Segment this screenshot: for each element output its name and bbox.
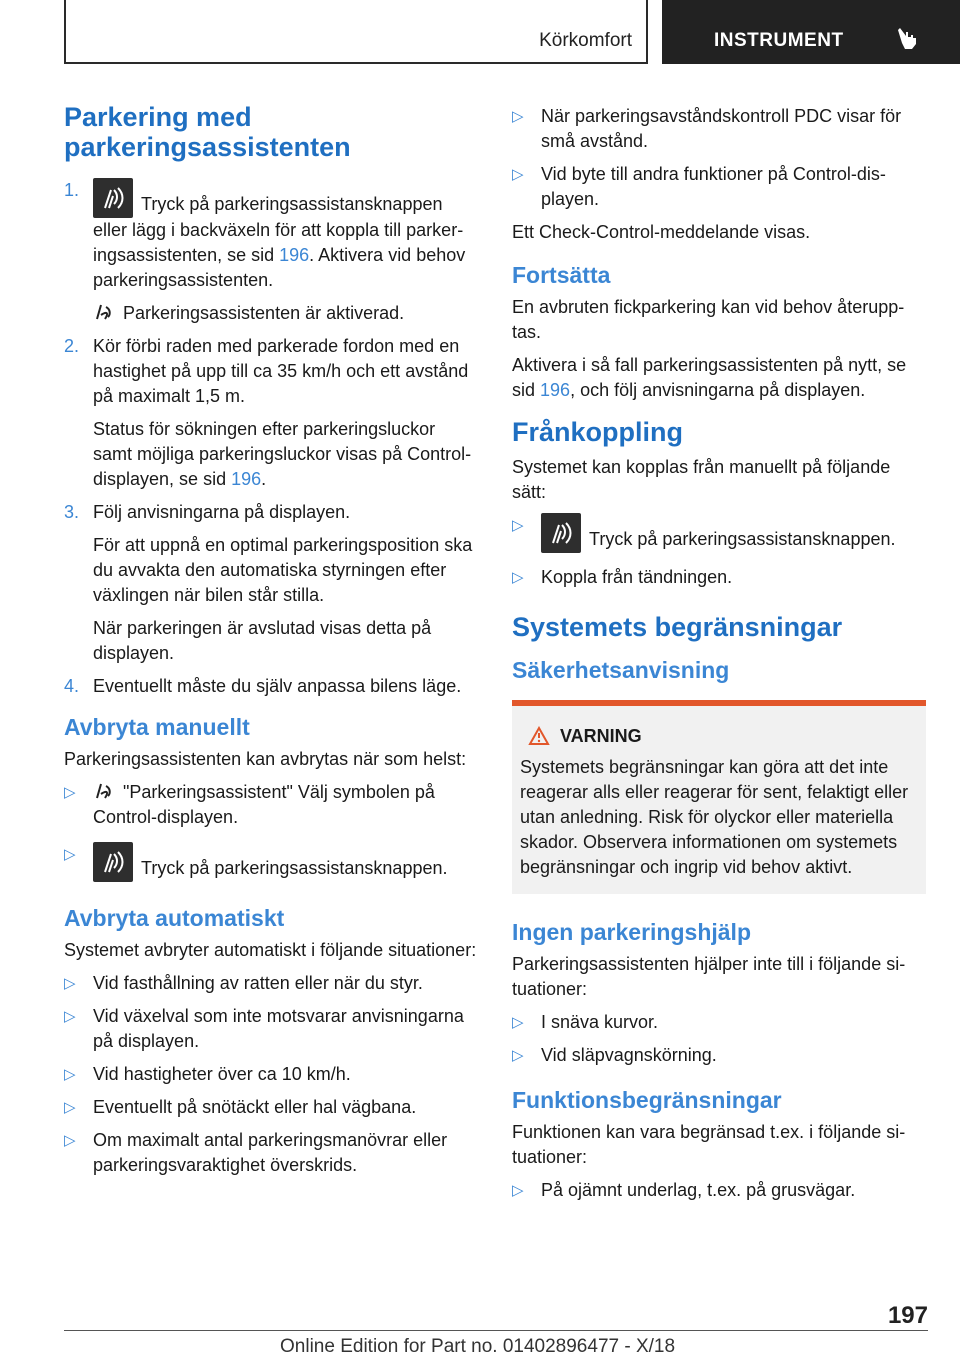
warning-box bbox=[512, 700, 926, 894]
parking-assist-button-icon bbox=[93, 178, 133, 218]
manual-heading: Avbryta manuellt bbox=[64, 714, 250, 740]
step-2: 2. Kör förbi raden med parkerade fordon med en hastighet på upp till ca 35 km/h och ett avstånd på maximalt 1,5 m. bbox=[64, 336, 469, 406]
step-4: 4. Eventuellt måste du själv anpassa bilens läge. bbox=[64, 676, 462, 696]
check-control-message: Ett Check-Control-meddelande visas. bbox=[512, 222, 811, 242]
list-item: ▷ Vid fasthållning av ratten eller när du styr. bbox=[64, 971, 478, 996]
step-3-note-1: För att uppnå en optimal parkeringsposition ska du avvakta den automatiska styrningen efter växlingen när bilen står stilla. bbox=[93, 535, 473, 605]
limits-heading: Systemets begränsningar bbox=[512, 612, 843, 642]
bullet-triangle-icon: ▷ bbox=[64, 784, 76, 801]
list-item: ▷ Tryck på parkeringsassistansknappen. bbox=[512, 513, 926, 553]
auto-intro: Systemet avbryter automatiskt i följande situationer: bbox=[64, 940, 477, 960]
parking-assist-button-icon bbox=[93, 842, 133, 882]
step-1-note: Parkeringsassistenten är aktiverad. bbox=[64, 301, 478, 326]
warning-triangle-icon bbox=[528, 726, 550, 746]
auto-heading: Avbryta automatiskt bbox=[64, 905, 285, 931]
bullet-triangle-icon: ▷ bbox=[64, 846, 76, 863]
list-item: ▷ Vid byte till andra funktioner på Control-displayen. bbox=[512, 164, 886, 209]
header-chapter-tab bbox=[662, 0, 960, 64]
warning-title: VARNING bbox=[520, 724, 918, 749]
section-title: Parkering med parkeringsassistenten bbox=[64, 102, 351, 162]
footer-divider bbox=[64, 1330, 928, 1331]
header-section-label: Körkomfort bbox=[539, 30, 632, 51]
bullet-triangle-icon: ▷ bbox=[512, 1014, 524, 1031]
step-1-text: Tryck på parkeringsassistansknappen eller lägg i backväxeln för att koppla till parkeringsassistenten, se sid bbox=[93, 194, 464, 265]
page-link[interactable]: 196 bbox=[540, 380, 571, 400]
bullet-triangle-icon: ▷ bbox=[512, 166, 524, 183]
left-column bbox=[64, 102, 478, 1186]
bullet-triangle-icon: ▷ bbox=[512, 1182, 524, 1199]
list-item: ▷ Vid växelval som inte motsvarar anvisningarna på displayen. bbox=[64, 1006, 464, 1051]
list-item: ▷ Koppla från tändningen. bbox=[512, 565, 926, 590]
list-item: ▷ Vid släpvagnskörning. bbox=[512, 1043, 926, 1068]
function-limits-heading: Funktionsbegränsningar bbox=[512, 1087, 782, 1113]
step-3: 3. Följ anvisningarna på displayen. bbox=[64, 502, 351, 522]
list-item: ▷ På ojämnt underlag, t.ex. på grusvägar. bbox=[512, 1178, 926, 1203]
list-item: ▷ I snäva kurvor. bbox=[512, 1010, 926, 1035]
bullet-triangle-icon: ▷ bbox=[64, 1008, 76, 1025]
list-item: ▷ Om maximalt antal parkeringsmanövrar eller parkeringsvaraktighet överskrids. bbox=[64, 1130, 448, 1175]
list-item: ▷ När parkeringsavståndskontroll PDC visar för små avstånd. bbox=[512, 106, 902, 151]
manual-intro: Parkeringsassistenten kan avbrytas när som helst: bbox=[64, 749, 467, 769]
bullet-triangle-icon: ▷ bbox=[512, 1047, 524, 1064]
no-help-heading: Ingen parkeringshjälp bbox=[512, 919, 751, 945]
bullet-triangle-icon: ▷ bbox=[512, 517, 524, 534]
bullet-triangle-icon: ▷ bbox=[512, 569, 524, 586]
continue-heading: Fortsätta bbox=[512, 262, 611, 288]
bullet-triangle-icon: ▷ bbox=[512, 108, 524, 125]
header-chapter-label: INSTRUMENT bbox=[714, 30, 844, 51]
pointing-hand-icon bbox=[894, 24, 922, 52]
list-item: ▷ Tryck på parkeringsassistansknappen. bbox=[64, 842, 478, 882]
disconnect-heading: Frånkoppling bbox=[512, 417, 683, 447]
right-column: ▷ När parkeringsavståndskontroll PDC visar för små avstånd. ▷ Vid byte till andra funktioner på Control-displayen. Ett Check-Control-meddelande visas. Fortsätta En avbruten fickparkering kan vid behov återupptas. Aktivera i så fall parkeringsassistenten på nytt, se sid 196, och följ anvisningarna på displayen. Frånkoppling Systemet kan kopplas från manuellt på följande sätt: ▷ Tryck på parkeringsassistansknappen. ▷ Koppla från tändningen. Systemets begränsningar Säkerhetsanvisning VARNING Systemets begränsningar kan göra att det inte reagerar alls eller reagerar för sent, felaktigt eller utan anledning. Risk för olyckor eller materiella skador. Observera informationen om systemets begränsningar och ingrip vid behov aktivt. Ingen parkeringshjälp Parkeringsassistenten hjälper inte till i följande situationer: ▷ I snäva kurvor. ▷ Vid släpvagnskörning. Funktionsbegränsningar Funktionen kan vara begränsad t.ex. i följande situationer: ▷ På ojämnt underlag, t.ex. på grusvägar. bbox=[512, 104, 926, 1211]
parking-assist-symbol-icon bbox=[93, 780, 115, 802]
step-3-note-2: När parkeringen är avslutad visas detta på displayen. bbox=[93, 618, 432, 663]
footer-edition: Online Edition for Part no. 01402896477 - X/18 bbox=[280, 1336, 676, 1357]
warning-text: Systemets begränsningar kan göra att det inte reagerar alls eller reagerar för sent, felaktigt eller utan anledning. Risk för olyckor eller materiella skador. Observera informationen om systemets begränsningar och ingrip vid behov aktivt. bbox=[520, 757, 909, 877]
bullet-triangle-icon: ▷ bbox=[64, 1066, 76, 1083]
page-link[interactable]: 196 bbox=[231, 469, 262, 489]
list-item: ▷ "Parkeringsassistent" Välj symbolen på Control-displayen. bbox=[64, 782, 435, 827]
step-2-note: Status för sökningen efter parkeringsluckor samt möjliga parkeringsluckor visas på Control-displayen, se sid 196. bbox=[93, 419, 472, 489]
bullet-triangle-icon: ▷ bbox=[64, 1099, 76, 1116]
list-item: ▷ Eventuellt på snötäckt eller hal vägbana. bbox=[64, 1095, 478, 1120]
parking-assist-symbol-icon bbox=[93, 301, 115, 323]
step-1: 1. Tryck på parkeringsassistansknappen eller lägg i backväxeln för att koppla till parkeringsassistenten, se sid 196. Aktivera vid behov parkeringsassistenten. bbox=[64, 180, 466, 290]
safety-heading: Säkerhetsanvisning bbox=[512, 657, 730, 683]
page-number: 197 bbox=[887, 1302, 928, 1329]
bullet-triangle-icon: ▷ bbox=[64, 1132, 76, 1149]
bullet-triangle-icon: ▷ bbox=[64, 975, 76, 992]
header-section-tab bbox=[64, 0, 648, 64]
page-link[interactable]: 196 bbox=[279, 245, 310, 265]
parking-assist-button-icon bbox=[541, 513, 581, 553]
list-item: ▷ Vid hastigheter över ca 10 km/h. bbox=[64, 1062, 478, 1087]
